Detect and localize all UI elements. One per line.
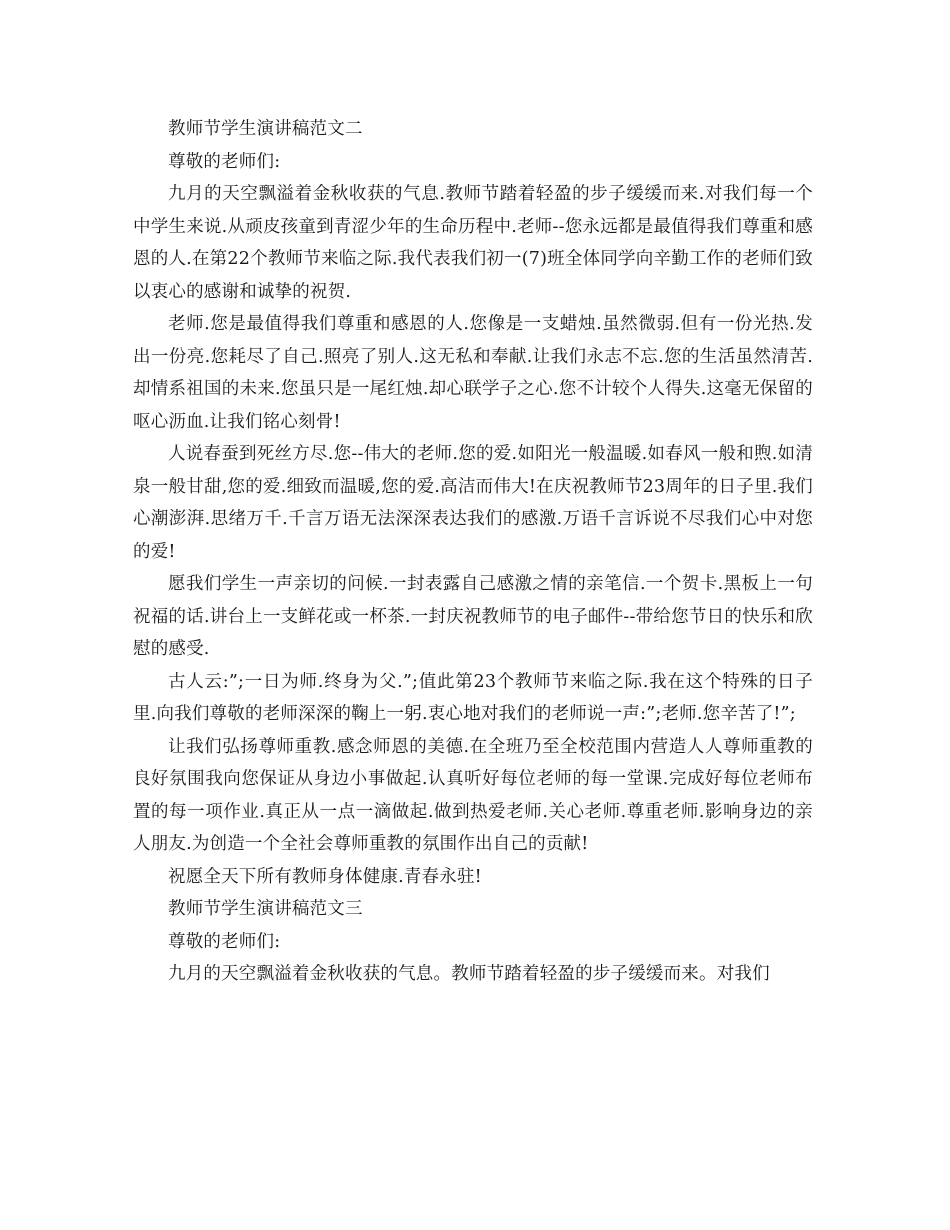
paragraph: 让我们弘扬尊师重教.感念师恩的美德.在全班乃至全校范围内营造人人尊师重教的良好氛围我向您保证从身边小事做起.认真听好每位老师的每一堂课.完成好每位老师布置的每一项作业.真正从一点一滴做起.做到热爱老师.关心老师.尊重老师.影响身边的亲人朋友.为创造一个全社会尊师重教的氛围作出自己的贡献! [133, 736, 813, 854]
salutation: 尊敬的老师们: [168, 151, 281, 172]
paragraph: 古人云:”;一日为师.终身为父.”;值此第23个教师节来临之际.我在这个特殊的日子里.向我们尊敬的老师深深的鞠上一躬.衷心地对我们的老师说一声:”;老师.您辛苦了!”; [133, 671, 813, 724]
document-body [133, 113, 813, 991]
section-title-2: 教师节学生演讲稿范文二 [168, 119, 363, 139]
paragraph: 老师.您是最值得我们尊重和感恩的人.您像是一支蜡烛.虽然微弱.但有一份光热.发出一份亮.您耗尽了自己.照亮了别人.这无私和奉献.让我们永志不忘.您的生活虽然清苦.却情系祖国的未来.您虽只是一尾红烛.却心联学子之心.您不计较个人得失.这毫无保留的呕心沥血.让我们铭心刻骨! [133, 314, 813, 432]
section-title-3: 教师节学生演讲稿范文三 [168, 899, 363, 919]
paragraph: 人说春蚕到死丝方尽.您--伟大的老师.您的爱.如阳光一般温暖.如春风一般和煦.如清泉一般甘甜,您的爱.细致而温暖,您的爱.高洁而伟大!在庆祝教师节23周年的日子里.我们心潮澎湃.思绪万千.千言万语无法深深表达我们的感激.万语千言诉说不尽我们心中对您的爱! [133, 444, 813, 562]
paragraph: 九月的天空飘溢着金秋收获的气息.教师节踏着轻盈的步子缓缓而来.对我们每一个中学生来说.从顽皮孩童到青涩少年的生命历程中.老师--您永远都是最值得我们尊重和感恩的人.在第22个教师节来临之际.我代表我们初一(7)班全体同学向辛勤工作的老师们致以衷心的感谢和诚挚的祝贺. [133, 184, 813, 302]
paragraph: 愿我们学生一声亲切的问候.一封表露自己感激之情的亲笔信.一个贺卡.黑板上一句祝福的话.讲台上一支鲜花或一杯茶.一封庆祝教师节的电子邮件--带给您节日的快乐和欣慰的感受. [133, 574, 813, 659]
salutation: 尊敬的老师们: [168, 931, 281, 952]
paragraph: 祝愿全天下所有教师身体健康.青春永驻! [168, 866, 482, 887]
paragraph: 九月的天空飘溢着金秋收获的气息。教师节踏着轻盈的步子缓缓而来。对我们 [168, 964, 770, 984]
